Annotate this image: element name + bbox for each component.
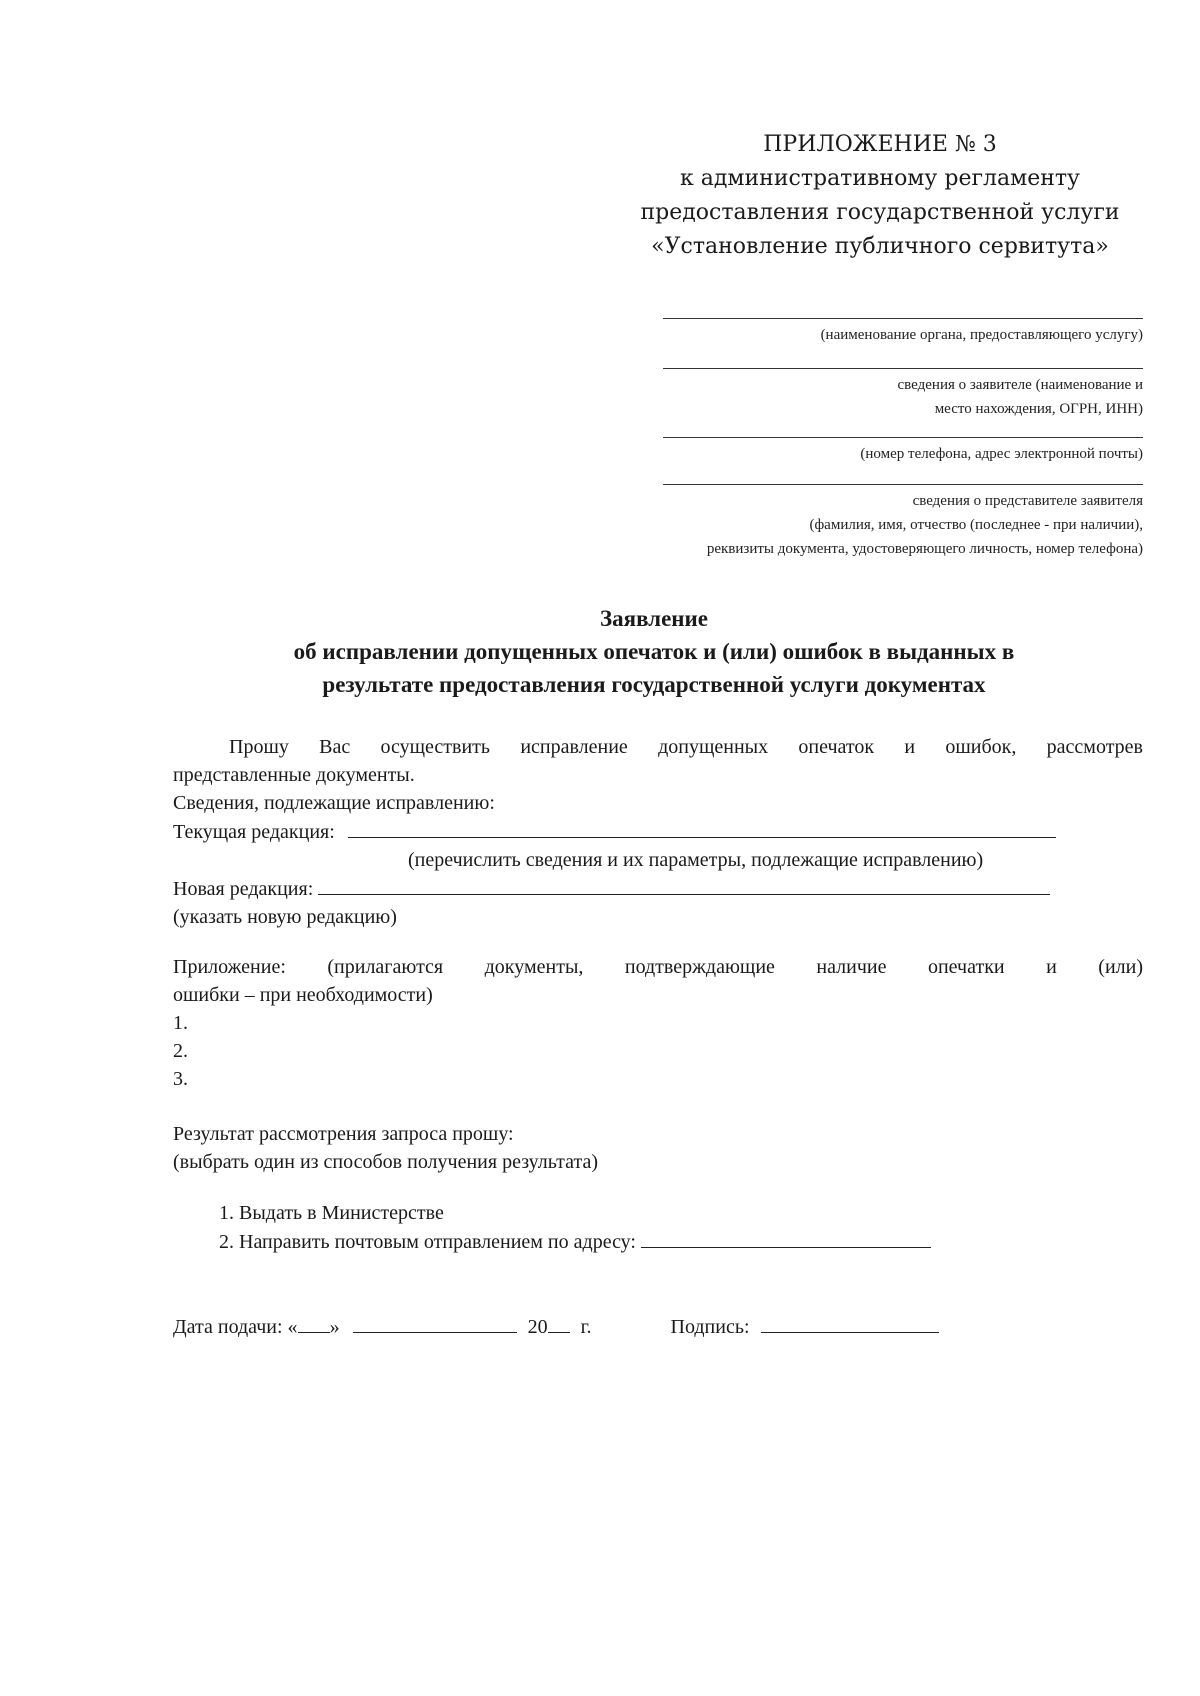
year-blank[interactable] <box>548 1312 570 1333</box>
year-prefix: 20 <box>527 1316 548 1338</box>
attachment-line-2: ошибки – при необходимости) <box>173 984 433 1006</box>
attachment-line-1: Приложение: (прилагаются документы, подтверждающие наличие опечатки и (или) <box>173 956 1143 978</box>
addressee-representative <box>523 484 1143 561</box>
organization-blank <box>663 318 1143 319</box>
post-address-blank[interactable] <box>641 1227 931 1248</box>
contact-caption: (номер телефона, адрес электронной почты) <box>860 446 1143 462</box>
date-day-blank[interactable] <box>298 1312 330 1333</box>
current-edition-caption: (перечислить сведения и их параметры, подлежащие исправлению) <box>408 849 984 871</box>
signature-blank[interactable] <box>761 1312 939 1333</box>
request-line-2: представленные документы. <box>173 764 415 786</box>
representative-blank <box>663 484 1143 485</box>
contact-blank <box>663 437 1143 438</box>
representative-caption-1: сведения о представителе заявителя <box>912 493 1143 509</box>
date-signature-row <box>173 1312 1143 1341</box>
title-line-3: результате предоставления государственной услуги документах <box>322 672 986 697</box>
date-label: Дата подачи: « <box>173 1316 298 1338</box>
applicant-caption-2: место нахождения, ОГРН, ИНН) <box>934 401 1143 417</box>
title-line-1: Заявление <box>599 606 709 631</box>
year-suffix: г. <box>580 1316 592 1338</box>
request-line-1: Прошу Вас осуществить исправление допущенных опечаток и ошибок, рассмотрев <box>229 736 1143 758</box>
new-edition-row <box>173 874 1143 903</box>
appendix-service: предоставления государственной услуги <box>640 200 1120 225</box>
result-section <box>173 1120 1143 1176</box>
appendix-reference: к административному регламенту <box>679 166 1080 191</box>
info-label: Сведения, подлежащие исправлению: <box>173 792 495 814</box>
attachment-item: 3. <box>173 1068 188 1090</box>
option-ministry: 1. Выдать в Министерстве <box>219 1202 444 1224</box>
current-edition-blank[interactable] <box>348 817 1056 838</box>
date-close-quote: » <box>329 1316 340 1338</box>
organization-caption: (наименование органа, предоставляющего услугу) <box>820 327 1143 343</box>
title-line-2: об исправлении допущенных опечаток и (или) ошибок в выданных в <box>293 639 1015 664</box>
appendix-number: ПРИЛОЖЕНИЕ № 3 <box>763 132 997 157</box>
attachment-section <box>173 953 1143 1093</box>
applicant-caption-1: сведения о заявителе (наименование и <box>897 377 1143 393</box>
document-title <box>160 602 1148 701</box>
attachment-item: 2. <box>173 1040 188 1062</box>
representative-caption-2: (фамилия, имя, отчество (последнее - при наличии), <box>809 517 1143 533</box>
signature-label: Подпись: <box>670 1316 750 1338</box>
request-paragraph <box>173 733 1143 931</box>
option-post: 2. Направить почтовым отправлением по адресу: <box>219 1231 636 1253</box>
new-edition-label: Новая редакция: <box>173 878 314 900</box>
date-month-blank[interactable] <box>353 1312 517 1333</box>
result-caption: (выбрать один из способов получения результата) <box>173 1151 599 1173</box>
option-post-row <box>219 1227 1119 1256</box>
new-edition-caption: (указать новую редакцию) <box>173 906 397 928</box>
appendix-service-name: «Установление публичного сервитута» <box>651 234 1109 259</box>
appendix-header <box>620 128 1140 264</box>
representative-caption-3: реквизиты документа, удостоверяющего личность, номер телефона) <box>706 541 1143 557</box>
addressee-applicant <box>653 368 1143 421</box>
current-edition-label: Текущая редакция: <box>173 821 335 843</box>
addressee-contact <box>653 437 1143 466</box>
result-options <box>219 1199 1119 1256</box>
new-edition-blank[interactable] <box>318 874 1050 895</box>
current-edition-row <box>173 817 1143 846</box>
addressee-organization <box>653 318 1143 347</box>
result-label: Результат рассмотрения запроса прошу: <box>173 1123 514 1145</box>
attachment-item: 1. <box>173 1012 188 1034</box>
applicant-blank <box>663 368 1143 369</box>
